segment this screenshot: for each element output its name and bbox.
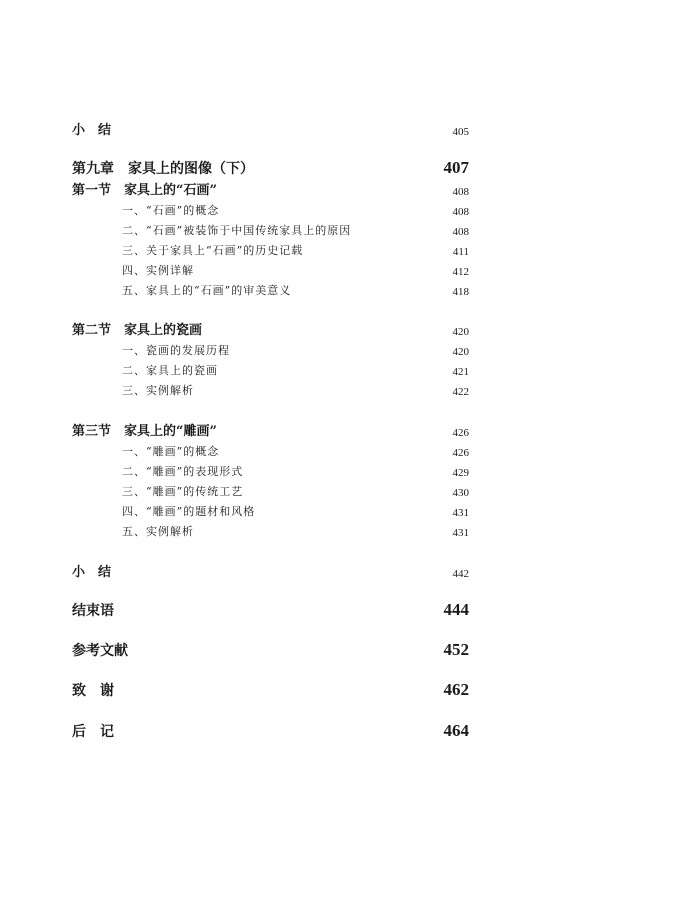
toc-entry-label: 四、“雕画”的题材和风格 [122,505,256,518]
toc-entry-page: 429 [452,467,469,479]
toc-entry-item [72,479,469,499]
toc-entry-page: 411 [452,246,469,258]
toc-entry-label: 小 结 [72,565,112,580]
toc-entry-label: 第三节 家具上的“雕画” [72,424,217,439]
toc-entry-page: 430 [452,487,469,499]
toc-entry-page: 408 [452,206,469,218]
toc-entry-label: 三、实例解析 [122,384,194,397]
toc-entry-label: 结束语 [72,603,114,619]
toc-entry-page: 412 [452,266,469,278]
toc-entry-item [72,358,469,378]
toc-entry-label: 小 结 [72,123,112,138]
toc-entry-label: 一、瓷画的发展历程 [122,344,230,357]
toc-entry-label: 五、实例解析 [122,525,194,538]
toc-entry-page: 418 [452,286,469,298]
toc-entry-item [72,499,469,519]
toc-entry-label: 二、“石画”被装饰于中国传统家具上的原因 [122,224,352,237]
toc-entry-page: 420 [452,346,469,358]
toc-entry-label: 四、实例详解 [122,264,194,277]
toc-entry-page: 408 [452,186,469,198]
toc-entry-label: 第一节 家具上的“石画” [72,183,217,198]
toc-entry-label: 参考文献 [72,643,128,659]
toc-entry-label: 二、“雕画”的表现形式 [122,465,244,478]
toc-entry-section-3 [72,419,469,439]
toc-entry-label: 一、“石画”的概念 [122,204,220,217]
toc-entry-page: 426 [452,447,469,459]
toc-entry-label: 三、关于家具上“石画”的历史记载 [122,244,304,257]
toc-entry-item [72,278,469,298]
toc-entry-item [72,459,469,479]
toc-entry-page: 420 [452,326,469,338]
toc-entry-page: 464 [443,721,469,740]
toc-entry-item [72,218,469,238]
toc-entry-section-2 [72,318,469,338]
toc-entry-item [72,519,469,539]
toc-entry-chapter-9 [72,158,469,178]
toc-entry-summary-1 [72,118,469,138]
toc-entry-summary-2 [72,560,469,580]
toc-entry-references [72,640,469,660]
toc-entry-item [72,198,469,218]
toc-entry-section-1 [72,178,469,198]
toc-entry-label: 一、“雕画”的概念 [122,445,220,458]
toc-entry-page: 431 [452,507,469,519]
toc-entry-item [72,439,469,459]
toc-entry-label: 三、“雕画”的传统工艺 [122,485,244,498]
toc-entry-acknowledgements [72,680,469,700]
toc-entry-page: 442 [452,568,469,580]
toc-entry-label: 后 记 [72,724,114,740]
toc-entry-page: 408 [452,226,469,238]
toc-entry-item [72,338,469,358]
toc-entry-label: 二、家具上的瓷画 [122,364,218,377]
toc-entry-label: 第九章 家具上的图像（下） [72,161,254,177]
toc-entry-conclusion [72,600,469,620]
toc-entry-label: 第二节 家具上的瓷画 [72,323,203,338]
toc-entry-label: 致 谢 [72,683,114,699]
toc-entry-item [72,258,469,278]
toc-entry-page: 462 [443,680,469,699]
toc-entry-page: 452 [443,640,469,659]
toc-entry-page: 431 [452,527,469,539]
toc-entry-page: 405 [452,126,469,138]
toc-entry-page: 422 [452,386,469,398]
toc-entry-page: 444 [443,600,469,619]
toc-entry-page: 421 [452,366,469,378]
toc-entry-page: 426 [452,427,469,439]
toc-entry-page: 407 [443,158,469,177]
toc-entry-item [72,238,469,258]
toc-entry-afterword [72,721,469,741]
toc-entry-label: 五、家具上的“石画”的审美意义 [122,284,292,297]
toc-entry-item [72,378,469,398]
